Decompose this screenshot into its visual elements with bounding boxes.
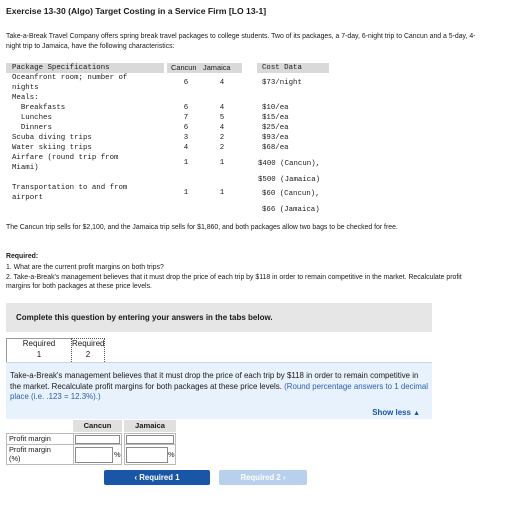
required-item-2: 2. Take-a-Break's management believes that it must drop the price of each trip by $118 in order to remain competitive in the market. Recalculate profit margins for both packages at these price levels.	[6, 273, 462, 291]
spec-row-jamaica: 1	[219, 189, 225, 197]
next-required-2-button[interactable]	[219, 470, 307, 485]
spec-row-label: Meals:	[12, 94, 39, 102]
spec-row-jamaica: 4	[219, 79, 225, 87]
percent-symbol: %	[168, 450, 175, 459]
spec-row-label: Airfare (round trip from Miami)	[12, 154, 119, 172]
spec-row-cancun: 6	[183, 79, 189, 87]
tab-number: 1	[36, 349, 42, 359]
row-label-line2: (%)	[9, 454, 21, 463]
rounding-note: (Round percentage answers to 1 decimal place (i.e. .123 = 12.3%).)	[10, 381, 429, 402]
spec-row-cost: $93/ea	[262, 134, 289, 142]
row-label-line1: Profit margin	[9, 445, 51, 454]
spec-row-jamaica: 2	[219, 134, 225, 142]
intro-text: Take-a-Break Travel Company offers spring break travel packages to college students. Two of its packages, a 7-day, 6-night trip to Cancun and a 5-day, 4-night trip to Jamaica, have the following characteristics:	[6, 33, 476, 50]
spec-row-cancun: 3	[183, 134, 189, 142]
percent-symbol: %	[114, 450, 121, 459]
col-header-jamaica: Jamaica	[124, 420, 176, 432]
spec-row-jamaica: 5	[219, 114, 225, 122]
tab-label: Required	[72, 339, 105, 348]
spec-row-cost: $15/ea	[262, 114, 289, 122]
spec-row-cost: $60 (Cancun), $66 (Jamaica)	[262, 190, 320, 214]
spec-row-label: Oceanfront room; number of nights	[12, 74, 128, 92]
header-jamaica: Jamaica	[203, 63, 231, 72]
spec-row-cost: $400 (Cancun), $500 (Jamaica)	[258, 160, 321, 184]
required-title: Required:	[6, 253, 39, 260]
cell-jamaica-pct	[124, 444, 176, 465]
spec-row-label: Scuba diving trips	[12, 134, 92, 142]
header-cancun: Cancun	[171, 63, 197, 72]
spec-row-label: Transportation to and from airport	[12, 184, 128, 202]
chevron-left-icon: ‹	[134, 473, 138, 482]
cell-cancun-pct	[73, 444, 122, 465]
tab-required-1[interactable]	[6, 338, 72, 363]
row-label-profit-margin-pct	[6, 444, 74, 465]
next-button-label: Required 2	[240, 473, 281, 482]
spec-row-jamaica: 4	[219, 124, 225, 132]
spec-row-jamaica: 2	[219, 144, 225, 152]
spec-row-cancun: 1	[183, 189, 189, 197]
col-header-cancun: Cancun	[73, 420, 122, 432]
spec-row-cost: $73/night	[262, 79, 302, 87]
spec-row-cost: $25/ea	[262, 124, 289, 132]
header-package-spec: Package Specifications	[12, 64, 110, 72]
cancun-pct-input[interactable]	[75, 447, 113, 463]
panel-text	[10, 371, 428, 403]
panel-instructions: Take-a-Break's management believes that it must drop the price of each trip by $118 in order to remain competitive in the market. Recalculate profit margins for both packages at these price levels.	[10, 371, 419, 391]
spec-row-label: Lunches	[12, 114, 52, 122]
prev-required-1-button[interactable]	[104, 470, 210, 485]
required-list	[6, 263, 486, 292]
spec-row-cancun: 4	[183, 144, 189, 152]
jamaica-margin-input[interactable]	[126, 435, 174, 444]
tab-label: Required	[22, 339, 56, 348]
spec-row-jamaica: 1	[219, 159, 225, 167]
prev-button-label: Required 1	[139, 473, 180, 482]
spec-row-cancun: 6	[183, 124, 189, 132]
spec-row-label: Breakfasts	[12, 104, 66, 112]
tab-number: 2	[85, 349, 91, 359]
chevron-right-icon: ›	[282, 473, 286, 482]
spec-row-cancun: 7	[183, 114, 189, 122]
spec-row-label: Dinners	[12, 124, 52, 132]
triangle-up-icon: ▲	[413, 410, 420, 417]
spec-row-label: Water skiing trips	[12, 144, 92, 152]
spec-row-jamaica: 4	[219, 104, 225, 112]
exercise-title: Exercise 13-30 (Algo) Target Costing in a Service Firm [LO 13-1]	[6, 6, 267, 16]
pricing-text: The Cancun trip sells for $2,100, and the Jamaica trip sells for $1,860, and both packages allow two bags to be checked for free.	[6, 224, 398, 231]
spec-row-cancun: 6	[183, 104, 189, 112]
header-cost-data: Cost Data	[262, 64, 302, 72]
show-less-link[interactable]	[372, 408, 420, 417]
instruction-text: Complete this question by entering your answers in the tabs below.	[16, 313, 273, 322]
spec-row-cancun: 1	[183, 159, 189, 167]
jamaica-pct-input[interactable]	[126, 447, 168, 463]
instruction-banner	[6, 303, 432, 332]
cancun-margin-input[interactable]	[75, 435, 120, 444]
row-label-profit-margin: Profit margin	[6, 433, 74, 445]
show-less-label: Show less	[372, 408, 411, 417]
tab-required-2[interactable]	[71, 338, 105, 364]
question-panel	[6, 362, 432, 419]
spec-row-cost: $68/ea	[262, 144, 289, 152]
spec-row-cost: $10/ea	[262, 104, 289, 112]
required-item-1: 1. What are the current profit margins on both trips?	[6, 264, 164, 271]
